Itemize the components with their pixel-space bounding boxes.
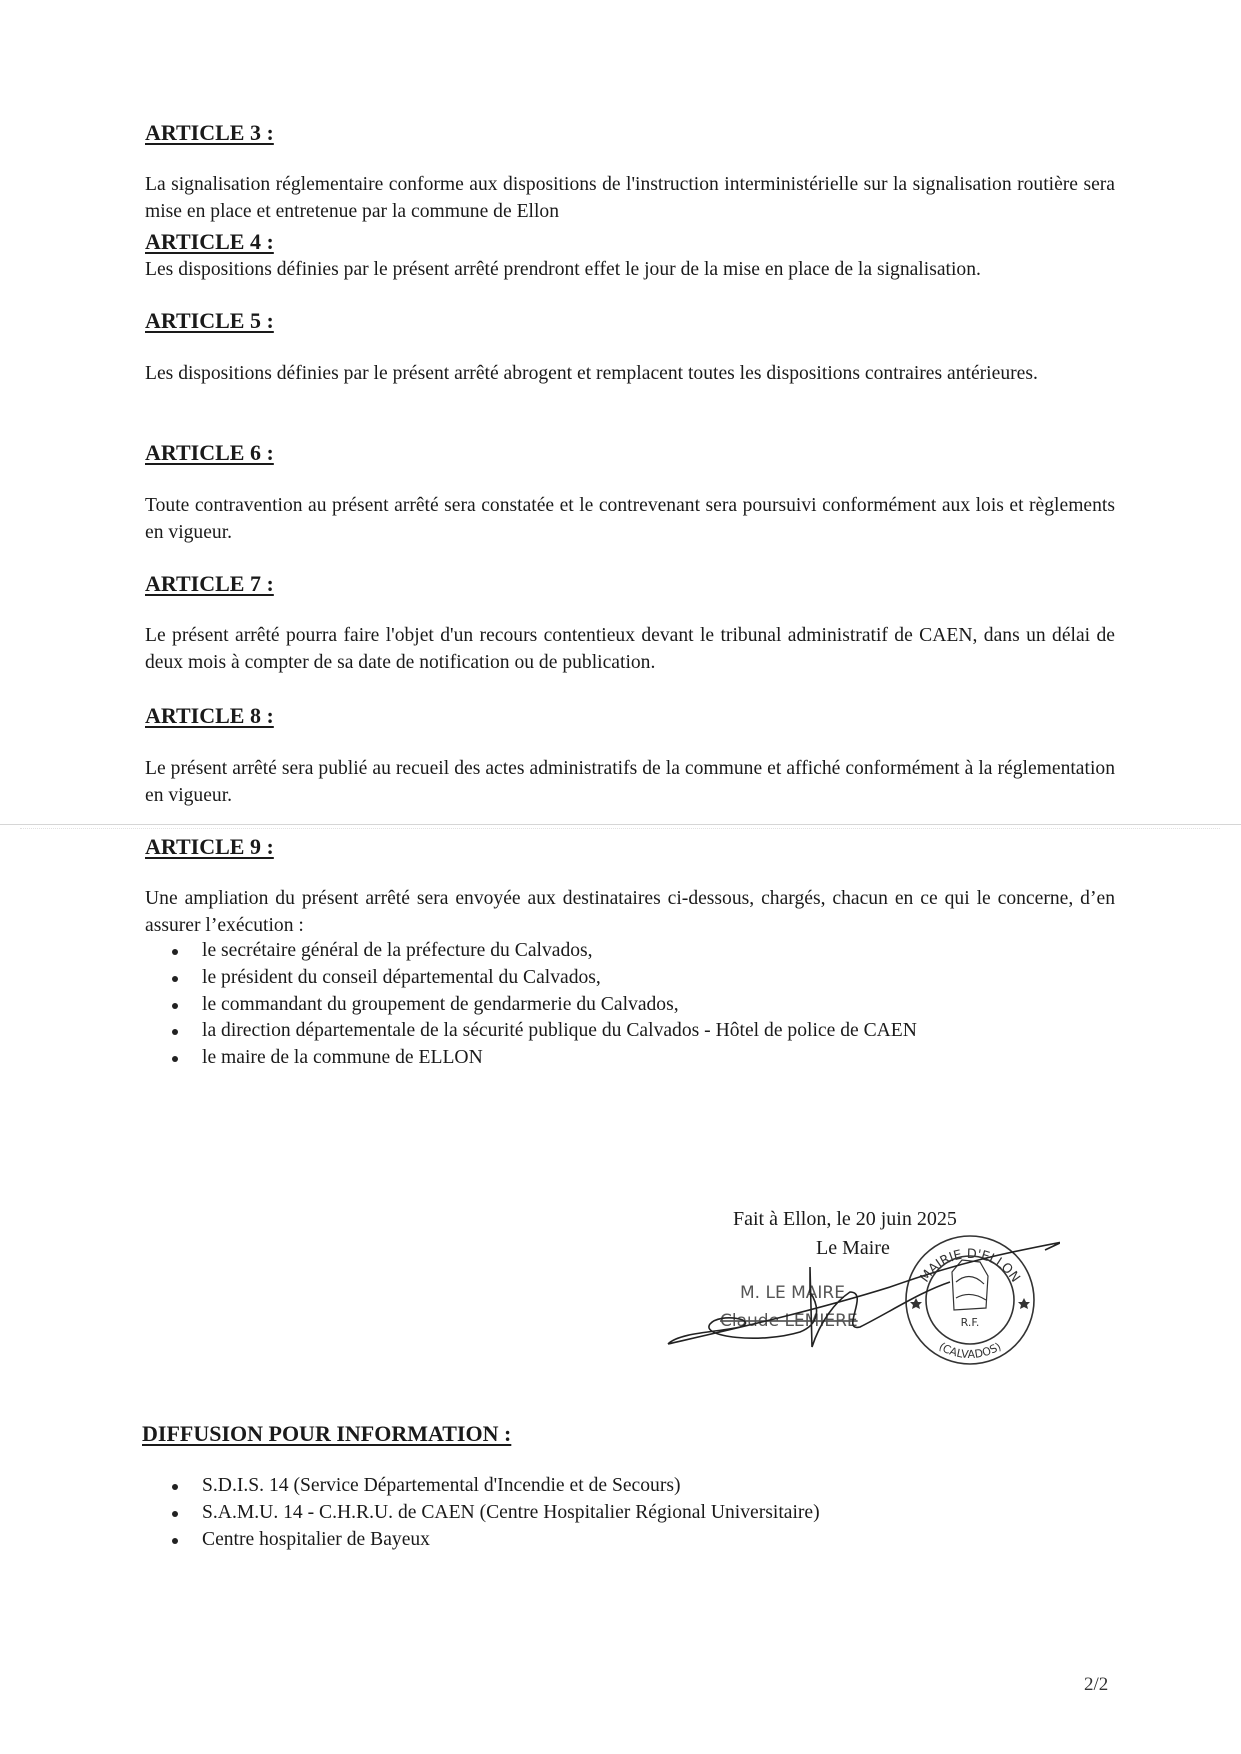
bullet-icon (172, 949, 178, 955)
page-number: 2/2 (1084, 1674, 1109, 1695)
signatory-name-line2: Claude LEMIERE (720, 1311, 858, 1331)
list-item: le secrétaire général de la préfecture du Calvados, (170, 938, 917, 965)
stamp-bottom-text: (CALVADOS) (936, 1339, 1004, 1362)
article-4-text: Les dispositions définies par le présent arrêté prendront effet le jour de la mise en place de la signalisation. (145, 259, 981, 280)
signature-stamp-graphic (660, 1232, 1060, 1372)
signatory-name-line1: M. LE MAIRE (740, 1283, 845, 1303)
place-date: Fait à Ellon, le 20 juin 2025 (733, 1208, 957, 1230)
page-scan-divider (0, 824, 1241, 825)
signatory-role: Le Maire (816, 1237, 890, 1259)
article-7-heading: ARTICLE 7 : (145, 571, 274, 596)
bullet-icon (172, 1484, 178, 1490)
list-item: la direction départementale de la sécurité publique du Calvados - Hôtel de police de CAEN (170, 1018, 917, 1045)
list-item: le président du conseil départemental du Calvados, (170, 965, 917, 992)
article-5-heading: ARTICLE 5 : (145, 308, 274, 333)
article-7-text: Le présent arrêté pourra faire l'objet d'un recours contentieux devant le tribunal administratif de CAEN, dans un délai de deux mois à compter de sa date de notification ou de publication. (145, 625, 1115, 673)
article-3-text: La signalisation réglementaire conforme aux dispositions de l'instruction interministérielle sur la signalisation routière sera mise en place et entretenue par la commune de Ellon (145, 174, 1115, 222)
article-8-heading: ARTICLE 8 : (145, 703, 274, 728)
star-icon (1018, 1298, 1030, 1309)
article-5-text: Les dispositions définies par le présent arrêté abrogent et remplacent toutes les dispositions contraires antérieures. (145, 363, 1038, 384)
bullet-icon (172, 1538, 178, 1544)
bullet-icon (172, 1511, 178, 1517)
article-6-heading: ARTICLE 6 : (145, 440, 274, 465)
article-9-heading: ARTICLE 9 : (145, 834, 274, 859)
bullet-icon (172, 1029, 178, 1035)
diffusion-list (170, 1473, 820, 1553)
recipients-list (170, 938, 917, 1072)
article-3-heading: ARTICLE 3 : (145, 120, 274, 145)
list-item: Centre hospitalier de Bayeux (170, 1527, 820, 1554)
bullet-icon (172, 976, 178, 982)
bullet-icon (172, 1003, 178, 1009)
bullet-icon (172, 1056, 178, 1062)
stamp-center-text: R.F. (960, 1316, 980, 1329)
diffusion-heading: DIFFUSION POUR INFORMATION : (142, 1421, 512, 1446)
article-8-text: Le présent arrêté sera publié au recueil des actes administratifs de la commune et affiché conformément à la réglementation en vigueur. (145, 758, 1115, 806)
article-9-text: Une ampliation du présent arrêté sera envoyée aux destinataires ci-dessous, chargés, chacun en ce qui le concerne, d’en assurer l’exécution : (145, 888, 1115, 936)
list-item: le maire de la commune de ELLON (170, 1045, 917, 1072)
list-item: S.A.M.U. 14 - C.H.R.U. de CAEN (Centre Hospitalier Régional Universitaire) (170, 1500, 820, 1527)
list-item: S.D.I.S. 14 (Service Départemental d'Incendie et de Secours) (170, 1473, 820, 1500)
stamp-top-text: MAIRIE D'ELLON (917, 1246, 1023, 1286)
list-item: le commandant du groupement de gendarmerie du Calvados, (170, 992, 917, 1019)
page-scan-divider-shadow (20, 828, 1220, 829)
article-4-heading: ARTICLE 4 : (145, 229, 274, 254)
article-6-text: Toute contravention au présent arrêté sera constatée et le contrevenant sera poursuivi conformément aux lois et règlements en vigueur. (145, 495, 1115, 543)
